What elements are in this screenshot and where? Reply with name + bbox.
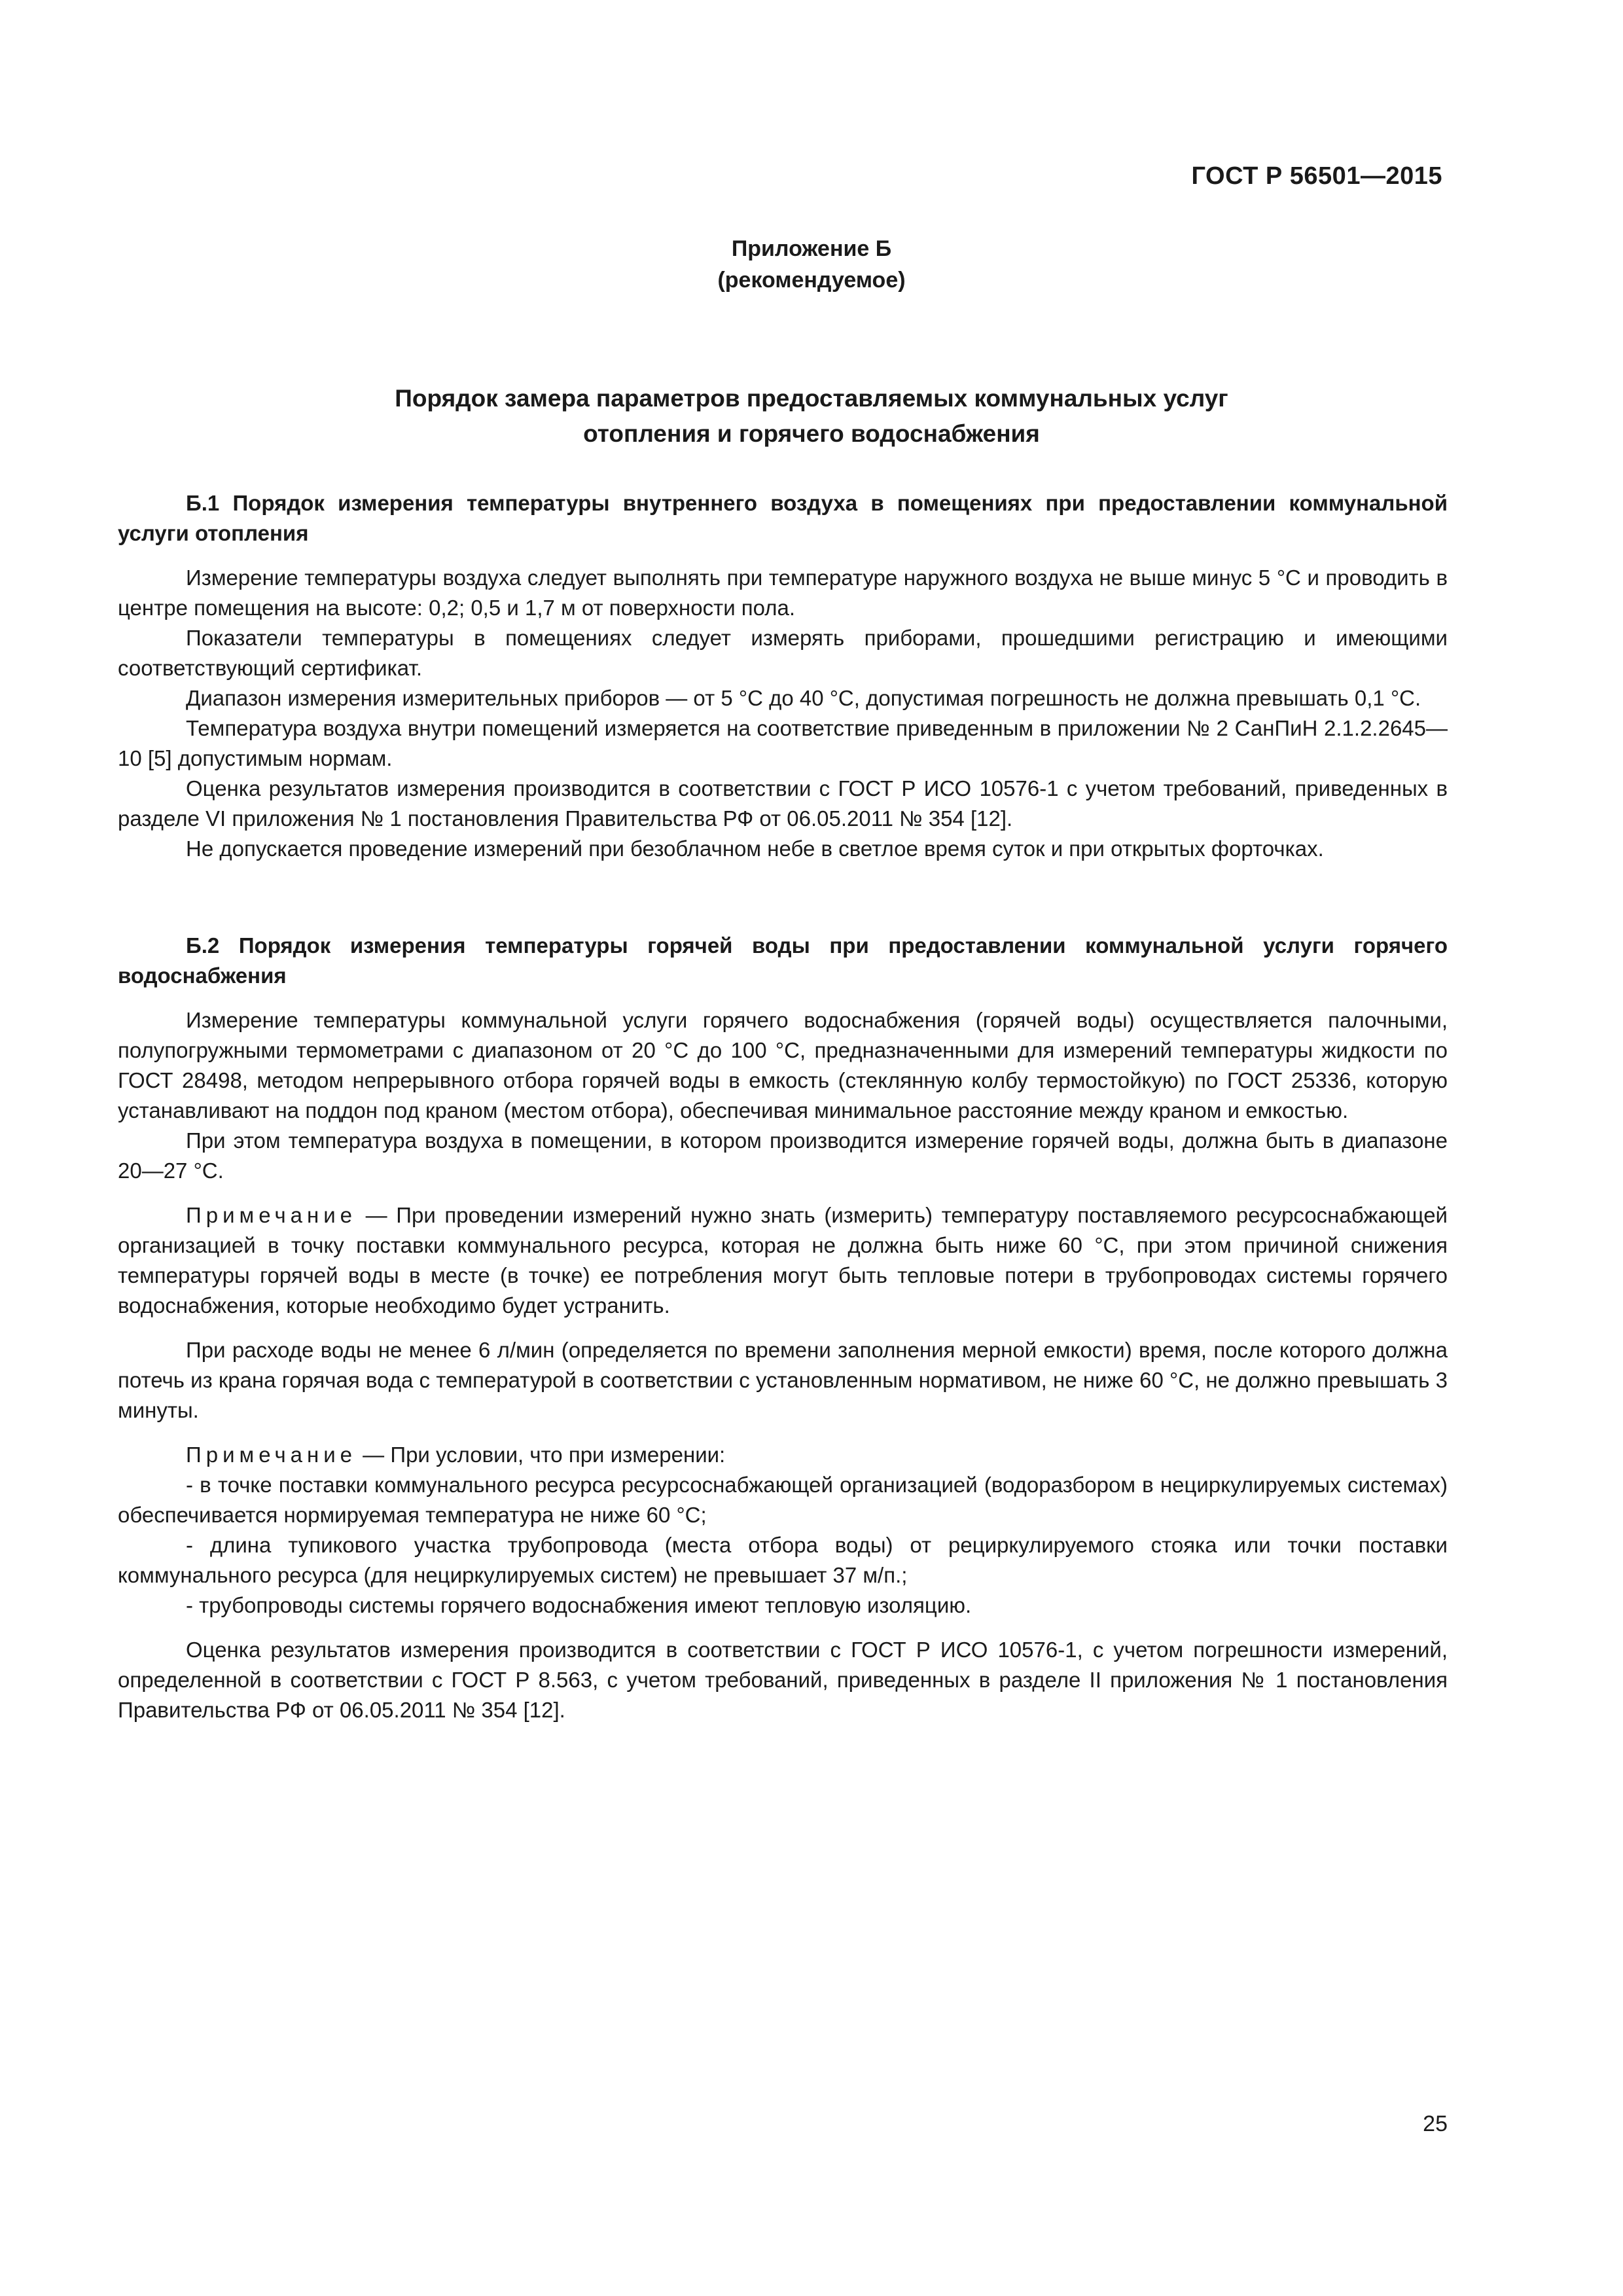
- paragraph: Диапазон измерения измерительных приборов — от 5 °С до 40 °С, допустимая погрешность не должна превышать 0,1 °С.: [186, 686, 1421, 710]
- document-code: ГОСТ Р 56501—2015: [1191, 162, 1442, 190]
- paragraph: Температура воздуха внутри помещений измеряется на соответствие приведенным в приложении № 2 СанПиН 2.1.2.2645—10 [5] допустимым нормам.: [118, 716, 1448, 770]
- paragraph: При этом температура воздуха в помещении, в котором производится измерение горячей воды, должна быть в диапазоне 20—27 °С.: [118, 1128, 1448, 1183]
- paragraph: При расходе воды не менее 6 л/мин (определяется по времени заполнения мерной емкости) время, после которого должна потечь из крана горячая вода с температурой в соответствии с установленным нормативом, не ниже 60 °С, не должно превышать 3 минуты.: [118, 1338, 1448, 1422]
- paragraph: Не допускается проведение измерений при безоблачном небе в светлое время суток и при открытых форточках.: [186, 836, 1324, 861]
- page-number: 25: [1423, 2111, 1448, 2136]
- page-title: [0, 381, 1623, 452]
- list-item: - длина тупикового участка трубопровода (места отбора воды) от рециркулируемого стояка или точки поставки коммунального ресурса (для нециркулируемых систем) не превышает 37 м/п.;: [118, 1533, 1448, 1587]
- paragraph: Измерение температуры воздуха следует выполнять при температуре наружного воздуха не выше минус 5 °С и проводить в центре помещения на высоте: 0,2; 0,5 и 1,7 м от поверхности пола.: [118, 565, 1448, 620]
- paragraph: Оценка результатов измерения производится в соответствии с ГОСТ Р ИСО 10576-1 с учетом требований, приведенных в разделе VI приложения № 1 постановления Правительства РФ от 06.05.2011 № 354 [12].: [118, 776, 1448, 831]
- note: [118, 1440, 1448, 1470]
- list-item: - трубопроводы системы горячего водоснабжения имеют тепловую изоляцию.: [186, 1593, 972, 1617]
- section-b1: [118, 488, 1448, 864]
- note-text: — При условии, что при измерении:: [357, 1443, 726, 1467]
- appendix-label: [0, 233, 1623, 296]
- appendix-status: (рекомендуемое): [717, 268, 906, 293]
- list-item: - в точке поставки коммунального ресурса ресурсоснабжающей организацией (водоразбором в нециркулируемых системах) обеспечивается нормируемая температура не ниже 60 °С;: [118, 1473, 1448, 1527]
- section-heading: Б.1 Порядок измерения температуры внутреннего воздуха в помещениях при предоставлении коммунальной услуги отопления: [118, 491, 1448, 545]
- paragraph: Оценка результатов измерения производится в соответствии с ГОСТ Р ИСО 10576-1, с учетом погрешности измерений, определенной в соответствии с ГОСТ Р 8.563, с учетом требований, приведенных в разделе II приложения № 1 постановления Правительства РФ от 06.05.2011 № 354 [12].: [118, 1638, 1448, 1722]
- note: [118, 1200, 1448, 1321]
- section-heading: Б.2 Порядок измерения температуры горячей воды при предоставлении коммунальной услуги горячего водоснабжения: [118, 933, 1448, 988]
- appendix-title: Приложение Б: [731, 236, 892, 261]
- page-title-line-1: Порядок замера параметров предоставляемых коммунальных услуг: [395, 385, 1228, 412]
- section-b2: [118, 931, 1448, 1725]
- page-title-line-2: отопления и горячего водоснабжения: [583, 420, 1040, 447]
- note-text: — При проведении измерений нужно знать (измерить) температуру поставляемого ресурсоснабжающей организацией в точку поставки коммунального ресурса, которая не должна быть ниже 60 °С, при этом причиной снижения температуры горячей воды в месте (в точке) ее потребления могут быть тепловые потери в трубопроводах системы горячего водоснабжения, которые необходимо будет устранить.: [118, 1203, 1448, 1318]
- note-lead: Примечание: [186, 1203, 357, 1227]
- note-lead: Примечание: [186, 1443, 357, 1467]
- paragraph: Измерение температуры коммунальной услуги горячего водоснабжения (горячей воды) осуществляется палочными, полупогружными термометрами с диапазоном от 20 °С до 100 °С, предназначенными для измерений температуры жидкости по ГОСТ 28498, методом непрерывного отбора горячей воды в емкость (стеклянную колбу термостойкую) по ГОСТ 25336, которую устанавливают на поддон под краном (местом отбора), обеспечивая минимальное расстояние между краном и емкостью.: [118, 1008, 1448, 1122]
- paragraph: Показатели температуры в помещениях следует измерять приборами, прошедшими регистрацию и имеющими соответствующий сертификат.: [118, 626, 1448, 680]
